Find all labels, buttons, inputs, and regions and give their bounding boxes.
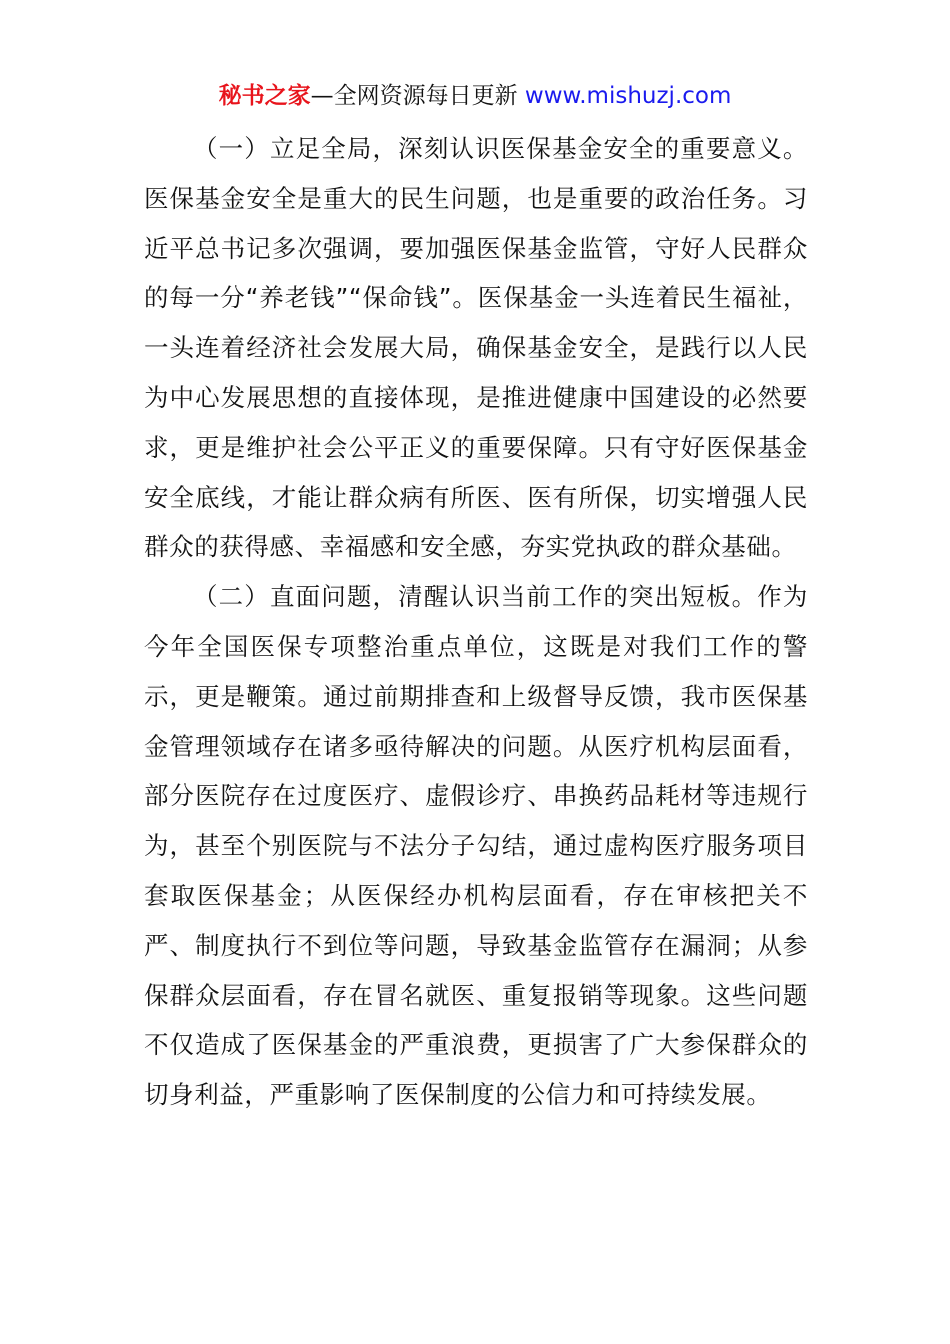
site-url-link[interactable]: www.mishuzj.com — [524, 83, 732, 109]
paragraph-1: （一）立足全局，深刻认识医保基金安全的重要意义。医保基金安全是重大的民生问题，也是重要的政治任务。习近平总书记多次强调，要加强医保基金监管，守好人民群众的每一分“养老钱”“保命钱”。医保基金一头连着民生福祉，一头连着经济社会发展大局，确保基金安全，是践行以人民为中心发展思想的直接体现，是推进健康中国建设的必然要求，更是维护社会公平正义的重要保障。只有守好医保基金安全底线，才能让群众病有所医、医有所保，切实增强人民群众的获得感、幸福感和安全感，夯实党执政的群众基础。 — [144, 134, 808, 562]
header-slogan: —全网资源每日更新 — [310, 83, 525, 109]
brand-name: 秘书之家 — [218, 83, 311, 109]
paragraph-2: （二）直面问题，清醒认识当前工作的突出短板。作为今年全国医保专项整治重点单位，这既是对我们工作的警示，更是鞭策。通过前期排查和上级督导反馈，我市医保基金管理领域存在诸多亟待解决的问题。从医疗机构层面看，部分医院存在过度医疗、虚假诊疗、串换药品耗材等违规行为，甚至个别医院与不法分子勾结，通过虚构医疗服务项目套取医保基金；从医保经办机构层面看，存在审核把关不严、制度执行不到位等问题，导致基金监管存在漏洞；从参保群众层面看，存在冒名就医、重复报销等现象。这些问题不仅造成了医保基金的严重浪费，更损害了广大参保群众的切身利益，严重影响了医保制度的公信力和可持续发展。 — [144, 582, 808, 1110]
document-body — [144, 124, 808, 1120]
site-header — [0, 80, 950, 112]
